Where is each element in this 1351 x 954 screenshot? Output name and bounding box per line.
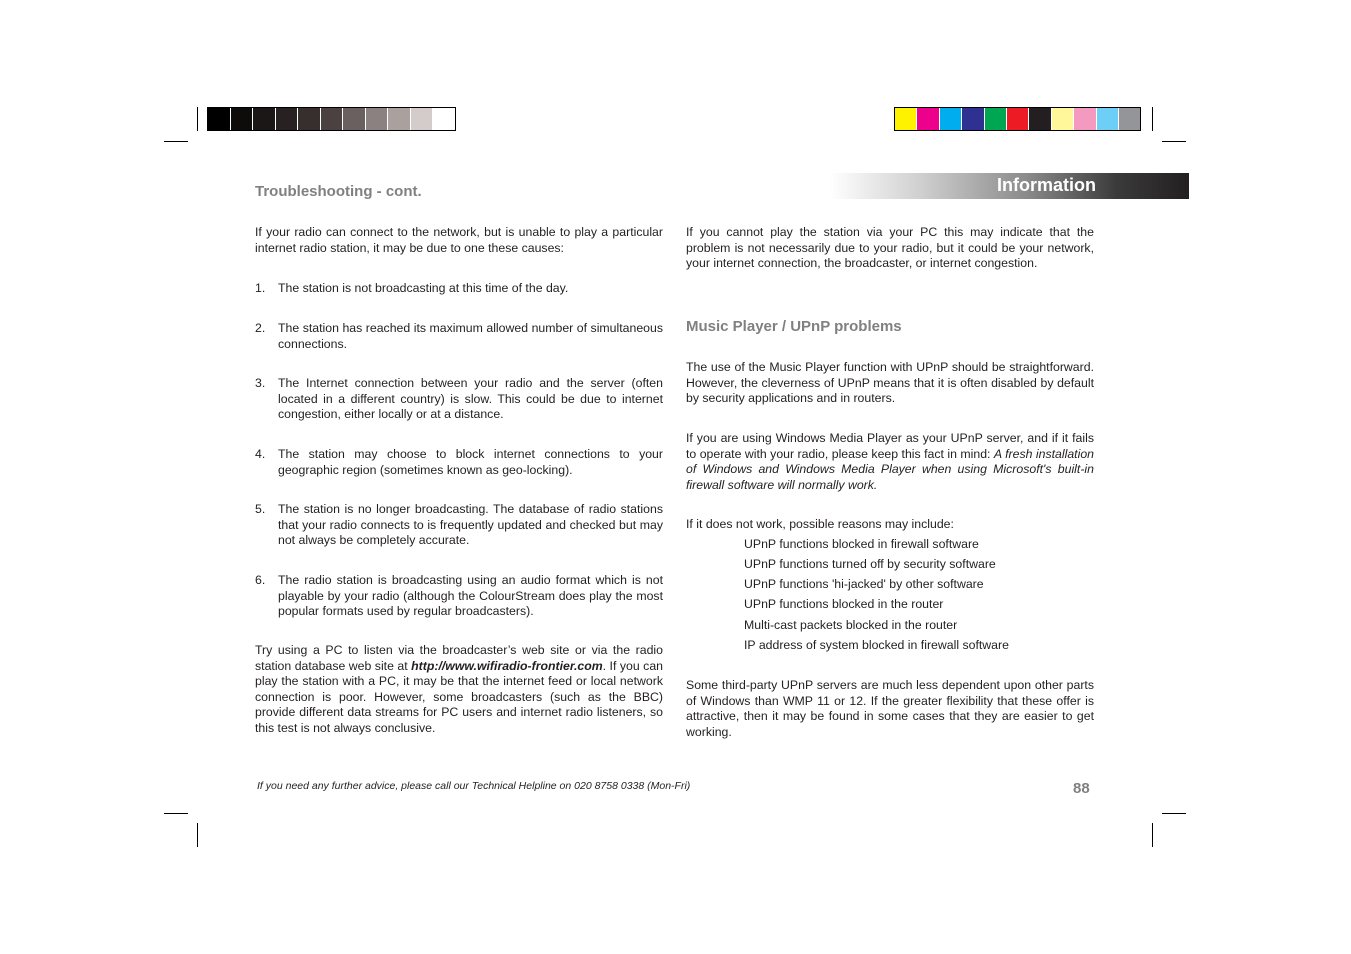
list-text: The station is not broadcasting at this time of the day. — [278, 281, 569, 295]
list-number: 5. — [255, 502, 266, 516]
reason-item: Multi-cast packets blocked in the router — [744, 618, 958, 632]
list-item — [255, 447, 663, 479]
color-swatch — [1119, 108, 1140, 130]
pc-test-text-end: . If you can play the station with a PC, it may be that the internet feed or local network connection is poor. However, some broadcasters (such as the BBC) provide different data streams for PC users and internet radio listeners, so this test is not always conclusive. — [255, 658, 663, 735]
wmp-italic-text: A fresh installation of Windows and Windows Media Player when using Microsoft's built-in firewall software will normally work. — [686, 446, 1094, 492]
upnp-heading: Music Player / UPnP problems — [686, 318, 902, 335]
crop-mark-bottom-right-vertical — [1152, 823, 1153, 847]
color-swatch — [1097, 108, 1119, 130]
reason-item: UPnP functions 'hi-jacked' by other software — [744, 577, 984, 591]
process-color-calibration-bar — [894, 107, 1141, 131]
list-text: The station is no longer broadcasting. The database of radio stations that your radio connects to is frequently updated and checked but may not always be completely accurate. — [278, 502, 663, 547]
color-swatch — [1029, 108, 1051, 130]
grayscale-calibration-bar — [207, 107, 456, 131]
color-swatch — [985, 108, 1007, 130]
banner-title: Information — [997, 175, 1096, 195]
color-swatch — [276, 108, 299, 130]
color-swatch — [1074, 108, 1096, 130]
pc-test-text-start: Try using a PC to listen via the broadcaster’s web site or via the radio station database web site at — [255, 643, 663, 673]
crop-mark-top-right-vertical — [1152, 107, 1153, 131]
list-item — [255, 376, 663, 424]
page-number: 88 — [1073, 780, 1090, 797]
color-swatch — [411, 108, 434, 130]
color-swatch — [231, 108, 254, 130]
list-item — [255, 502, 663, 550]
information-banner — [830, 173, 1189, 199]
troubleshooting-intro: If your radio can connect to the network, but is unable to play a particular internet radio station, it may be due to one these causes: — [255, 225, 663, 255]
list-text: The radio station is broadcasting using an audio format which is not playable by your radio (although the ColourStream does play the most popular formats used by regular broadcasters). — [278, 573, 663, 618]
list-text: The station has reached its maximum allowed number of simultaneous connections. — [278, 321, 663, 351]
color-swatch — [433, 108, 455, 130]
third-party-paragraph: Some third-party UPnP servers are much less dependent upon other parts of Windows than WMP 11 or 12. If the greater flexibility that these offer is attractive, then it may be found in some cases that they are easier to get working. — [686, 678, 1094, 739]
crop-mark-top-left-vertical — [197, 107, 198, 131]
color-swatch — [366, 108, 389, 130]
color-swatch — [321, 108, 344, 130]
reason-item: IP address of system blocked in firewall software — [744, 638, 1009, 652]
list-item — [255, 573, 663, 621]
color-swatch — [1052, 108, 1074, 130]
reason-item: UPnP functions blocked in firewall software — [744, 537, 979, 551]
reason-item: UPnP functions blocked in the router — [744, 597, 944, 611]
wmp-paragraph — [686, 431, 1094, 493]
color-swatch — [208, 108, 231, 130]
list-number: 4. — [255, 447, 266, 461]
reason-item: UPnP functions turned off by security software — [744, 557, 996, 571]
pc-playback-paragraph: If you cannot play the station via your PC this may indicate that the problem is not necessarily due to your radio, but it could be your network, your internet connection, the broadcaster, or internet congestion. — [686, 225, 1094, 270]
reasons-intro: If it does not work, possible reasons may include: — [686, 517, 954, 531]
color-swatch — [253, 108, 276, 130]
list-number: 3. — [255, 376, 266, 390]
crop-mark-top-right-horizontal — [1162, 141, 1186, 142]
wmp-text: If you are using Windows Media Player as your UPnP server, and if it fails to operate with your radio, please keep this fact in mind: — [686, 431, 1094, 461]
list-text: The station may choose to block internet connections to your geographic region (sometimes known as geo-locking). — [278, 447, 663, 477]
list-number: 1. — [255, 281, 266, 295]
color-swatch — [917, 108, 939, 130]
color-swatch — [388, 108, 411, 130]
list-text: The Internet connection between your radio and the server (often located in a different country) is slow. This could be due to internet congestion, either locally or at a distance. — [278, 376, 663, 421]
color-swatch — [895, 108, 917, 130]
troubleshooting-heading: Troubleshooting - cont. — [255, 183, 422, 200]
color-swatch — [962, 108, 984, 130]
helpline-footer: If you need any further advice, please call our Technical Helpline on 020 8758 0338 (Mon-Fri) — [257, 780, 691, 792]
list-item — [255, 281, 663, 297]
pc-test-paragraph — [255, 643, 663, 736]
crop-mark-bottom-right-horizontal — [1162, 813, 1186, 814]
list-number: 2. — [255, 321, 266, 335]
color-swatch — [298, 108, 321, 130]
color-swatch — [1007, 108, 1029, 130]
crop-mark-bottom-left-vertical — [197, 823, 198, 847]
frontier-website-link[interactable]: http://www.wifiradio-frontier.com — [411, 658, 603, 673]
color-swatch — [940, 108, 962, 130]
list-number: 6. — [255, 573, 266, 587]
crop-mark-bottom-left-horizontal — [164, 813, 188, 814]
list-item — [255, 321, 663, 353]
color-swatch — [343, 108, 366, 130]
crop-mark-top-left-horizontal — [164, 141, 188, 142]
upnp-intro-paragraph: The use of the Music Player function with UPnP should be straightforward. However, the cleverness of UPnP means that it is often disabled by default by security applications and in routers. — [686, 360, 1094, 405]
